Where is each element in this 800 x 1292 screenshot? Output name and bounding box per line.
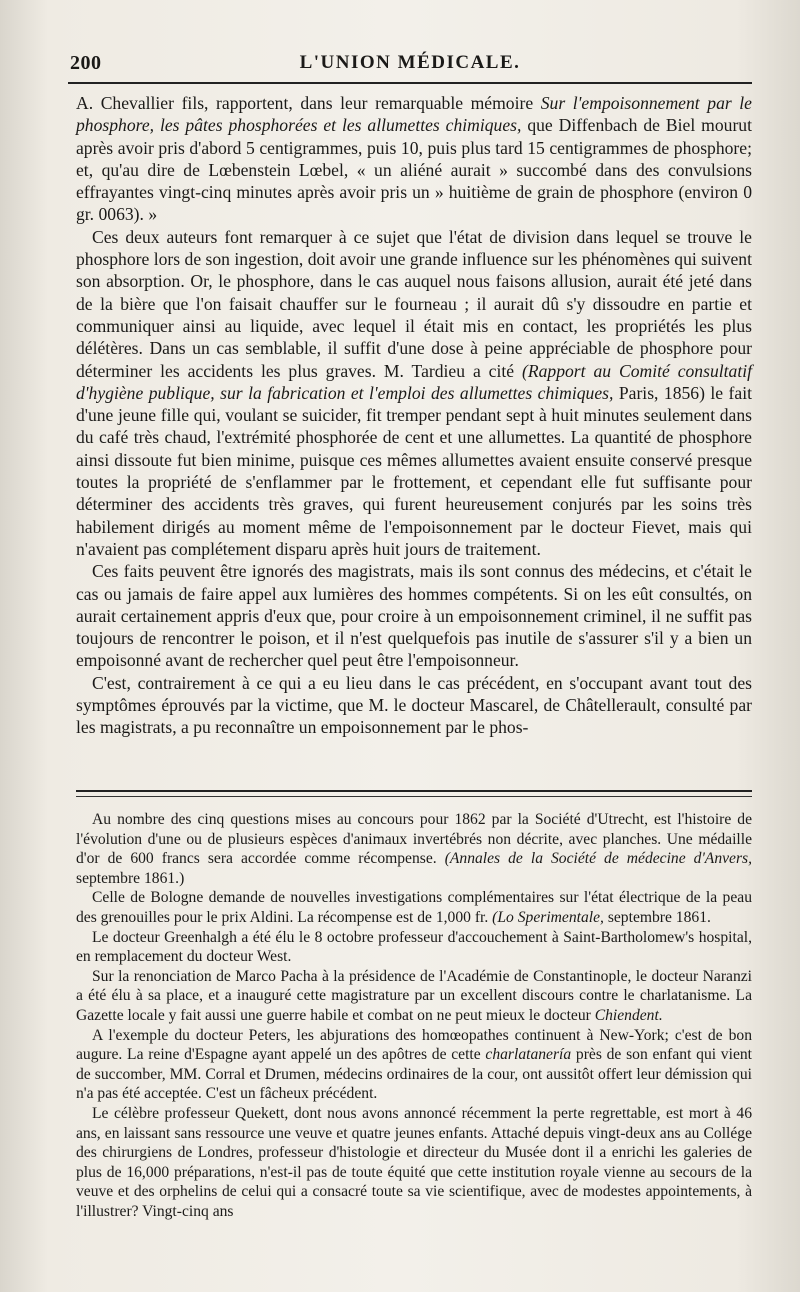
- news-item: [76, 1026, 752, 1104]
- italic-name: Chiendent.: [594, 1006, 663, 1024]
- text-span: A l'exemple du docteur Peters, les abjurations des homœopathes continuent à New-York; c'est de bon augure. La reine d'Espagne ayant appelé un des apôtres de cette: [76, 1026, 752, 1064]
- italic-word: charlatanería: [485, 1046, 572, 1064]
- source-citation: (Lo Sperimentale,: [492, 908, 604, 926]
- news-item: [76, 810, 752, 888]
- text-span: que Diffenbach de Biel mourut après avoir pris d'abord 5 centigrammes, puis 10, puis plus tard 15 centigrammes de phosphore; et, qu'au dire de Lœbenstein Lœbel, « un aliéné aurait » succombé dans des convulsions effrayantes vingt-cinq minutes après avoir pris un » huitième de grain de phosphore (environ 0 gr. 0063). »: [76, 115, 752, 225]
- text-span: Au nombre des cinq questions mises au concours pour 1862 par la Société d'Utrecht, est l'histoire de l'évolution d'une ou de plusieurs espèces d'animaux invertébrés non décrite, avec planches. Une médaille d'or de 600 francs sera accordée comme récompense.: [76, 811, 752, 868]
- running-title: L'UNION MÉDICALE.: [299, 52, 521, 73]
- text-span: Ces deux auteurs font remarquer à ce sujet que l'état de division dans lequel se trouve le phosphore lors de son ingestion, doit avoir une grande influence sur les phénomènes qui suivent son absorption. Or, le phosphore, dans le cas auquel nous faisons allusion, aurait été jeté dans de la bière que l'on faisait chauffer sur le fourneau ; il aurait dû s'y dissoudre en partie et communiquer ainsi au liquide, avec lequel il était mis en contact, les propriétés les plus délétères. Dans un cas semblable, il suffit d'une dose à peine appréciable de phosphore pour déterminer les accidents les plus graves. M. Tardieu a cité: [76, 226, 752, 381]
- page-header: [68, 46, 752, 76]
- section-rule: [76, 790, 752, 792]
- news-item: [76, 888, 752, 927]
- paragraph: [76, 92, 752, 226]
- page-number: 200: [70, 52, 102, 74]
- cited-title: (Rapport au Comité consultatif d'hygiène publique, sur la fabrication et l'emploi des allumettes chimiques,: [76, 360, 752, 403]
- cited-title: Sur l'empoisonnement par le phosphore, les pâtes phosphorées et les allumettes chimiques,: [76, 93, 752, 136]
- paragraph: C'est, contrairement à ce qui a eu lieu dans le cas précédent, en s'occupant avant tout des symptômes éprouvés par la victime, que M. le docteur Mascarel, de Châtellerault, consulté par les magistrats, a pu reconnaître un empoisonnement par le phos-: [76, 672, 752, 738]
- source-citation: (Annales de la Société de médecine d'Anvers,: [444, 850, 752, 868]
- header-rule: [68, 82, 752, 84]
- paragraph: [76, 226, 752, 560]
- text-span: septembre 1861.: [603, 908, 711, 926]
- news-notes: [76, 810, 752, 1221]
- text-span: Celle de Bologne demande de nouvelles investigations complémentaires sur l'état électrique de la peau des grenouilles pour le prix Aldini. La récompense est de 1,000 fr.: [76, 889, 752, 926]
- text-span: septembre 1861.): [76, 869, 185, 887]
- main-text: [76, 92, 752, 739]
- text-span: A. Chevallier fils, rapportent, dans leur remarquable mémoire: [76, 93, 541, 113]
- section-rule: [76, 796, 752, 797]
- text-span: Paris, 1856) le fait d'une jeune fille qui, voulant se suicider, fit tremper pendant sept à huit minutes seulement dans du café très chaud, l'extrémité phosphorée de cent et une allumettes. La quantité de phosphore ainsi dissoute fut bien minime, puisque ces mêmes allumettes avaient ensuite conservé presque toutes la propriété de s'enflammer par le frottement, et cependant elle fut suffisante pour déterminer des accidents très graves, qui furent heureusement conjurés par les soins très habilement dirigés au moment même de l'empoisonnement par le docteur Fievet, mais qui n'avaient pas complétement disparu après huit jours de traitement.: [76, 382, 752, 559]
- news-item: Le célèbre professeur Quekett, dont nous avons annoncé récemment la perte regrettable, est mort à 46 ans, en laissant sans ressource une veuve et quatre jeunes enfants. Attaché depuis vingt-deux ans au Collége des chirurgiens de Londres, professeur d'histologie et directeur du Musée dont il a enrichi les galeries de plus de 16,000 préparations, n'est-il pas de toute équité que cette institution royale vienne au secours de la veuve et des orphelins de celui qui a consacré toute sa vie scientifique, avec de modestes appointements, à l'illustrer? Vingt-cinq ans: [76, 1104, 752, 1220]
- text-span: près de son enfant qui vient de succomber, MM. Corral et Drumen, médecins ordinaires de la cour, ont aussitôt offert leur démission qui n'a pas été acceptée. C'est un fâcheux précédent.: [76, 1046, 752, 1103]
- news-item: [76, 967, 752, 1026]
- paragraph: Ces faits peuvent être ignorés des magistrats, mais ils sont connus des médecins, et c'était le cas ou jamais de faire appel aux lumières des hommes compétents. Si on les eût consultés, on aurait certainement appris d'eux que, pour croire à un empoisonnement criminel, il ne suffit pas toujours de rencontrer le poison, et il n'est quelquefois pas inutile de s'assurer s'il y a bien un empoisonné avant de rechercher quel peut être l'empoisonneur.: [76, 561, 752, 671]
- news-item: Le docteur Greenhalgh a été élu le 8 octobre professeur d'accouchement à Saint-Bartholomew's hospital, en remplacement du docteur West.: [76, 928, 752, 966]
- text-span: Sur la renonciation de Marco Pacha à la présidence de l'Académie de Constantinople, le docteur Naranzi a été élu à sa place, et a inauguré cette magistrature par un excellent discours contre le charlatanisme. La Gazette locale y fait aussi une guerre habile et combat on ne peut mieux le docteur: [76, 967, 752, 1024]
